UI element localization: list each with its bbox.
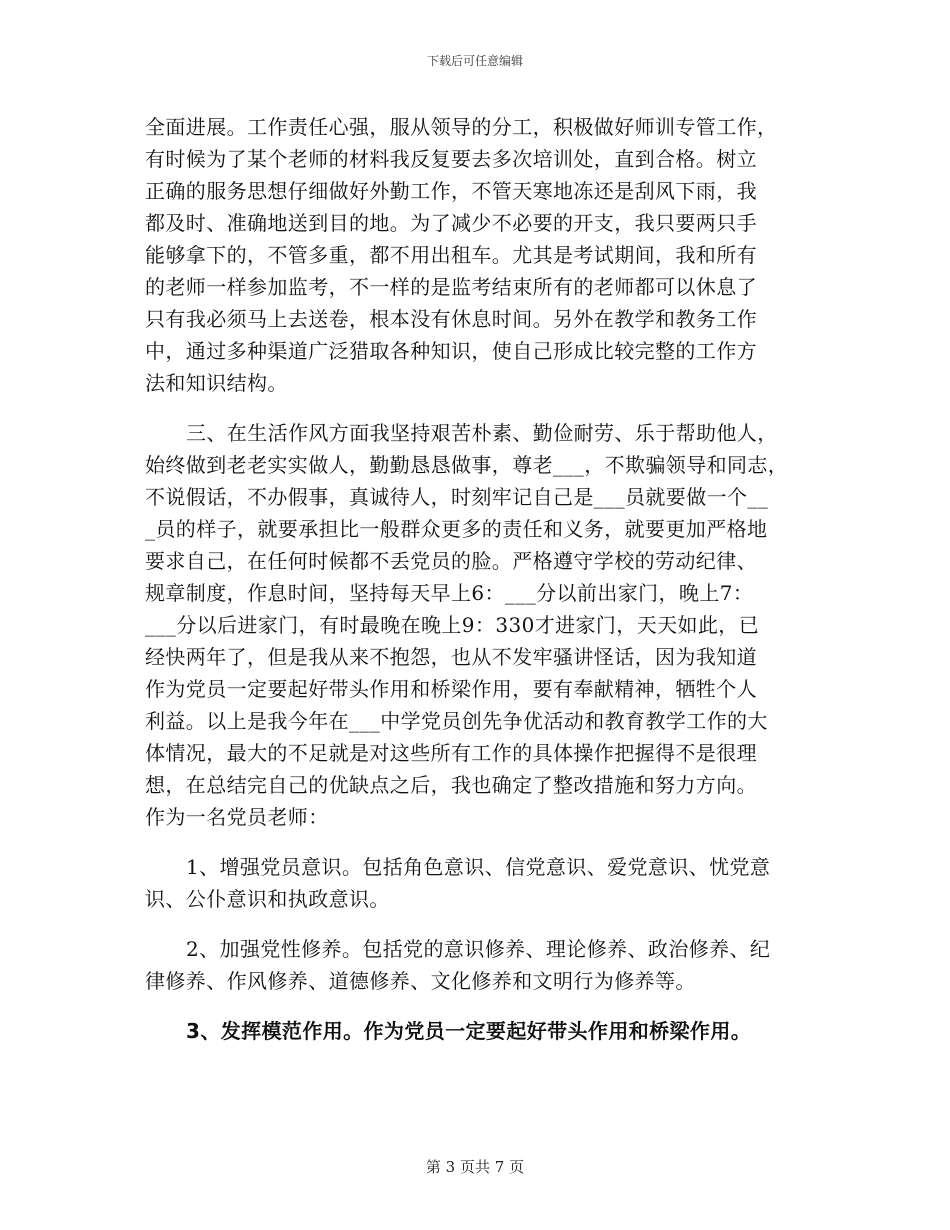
text-line: 想，在总结完自己的优缺点之后，我也确定了整改措施和努力方向。 bbox=[145, 773, 757, 797]
text-line: 1、增强党员意识。包括角色意识、信党意识、爱党意识、忧党意 bbox=[186, 855, 771, 879]
text-line: 只有我必须马上去送卷，根本没有休息时间。另外在教学和教务工作 bbox=[145, 307, 757, 331]
page-number: 第 3 页共 7 页 bbox=[425, 1158, 525, 1176]
text-line: 识、公仆意识和执政意识。 bbox=[145, 887, 390, 911]
document-body bbox=[145, 111, 817, 1047]
text-line: 三、在生活作风方面我坚持艰苦朴素、勤俭耐劳、乐于帮助他人， bbox=[186, 421, 778, 445]
text-line: 的老师一样参加监考，不一样的是监考结束所有的老师都可以休息了 bbox=[145, 275, 757, 299]
text-line: 规章制度，作息时间，坚持每天早上6：___分以前出家门，晚上7： bbox=[145, 581, 754, 605]
list-item-party-cultivation bbox=[145, 933, 817, 997]
page-header: 下载后可任意编辑 bbox=[426, 54, 523, 68]
text-line: 作为一名党员老师： bbox=[145, 805, 329, 829]
text-line: 正确的服务思想仔细做好外勤工作，不管天寒地冻还是刮风下雨，我 bbox=[145, 179, 757, 203]
text-line: 中，通过多种渠道广泛猎取各种知识，使自己形成比较完整的工作方 bbox=[145, 339, 757, 363]
text-line: 始终做到老老实实做人，勤勤恳恳做事，尊老___，不欺骗领导和同志， bbox=[145, 453, 789, 477]
text-line: 经快两年了，但是我从来不抱怨，也从不发牢骚讲怪话，因为我知道 bbox=[145, 645, 757, 669]
text-line: 3、发挥模范作用。作为党员一定要起好带头作用和桥梁作用。 bbox=[186, 1019, 752, 1043]
text-line: 都及时、准确地送到目的地。为了减少不必要的开支，我只要两只手 bbox=[145, 211, 757, 235]
text-line: 法和知识结构。 bbox=[145, 371, 288, 395]
text-line: 利益。以上是我今年在___中学党员创先争优活动和教育教学工作的大 bbox=[145, 709, 768, 733]
text-line: 全面进展。工作责任心强，服从领导的分工，积极做好师训专管工作， bbox=[145, 115, 778, 139]
paragraph-work-progress bbox=[145, 111, 817, 399]
text-line: 律修养、作风修养、道德修养、文化修养和文明行为修养等。 bbox=[145, 969, 696, 993]
paragraph-life-style bbox=[145, 417, 817, 833]
text-line: 有时候为了某个老师的材料我反复要去多次培训处，直到合格。树立 bbox=[145, 147, 757, 171]
text-line: 2、加强党性修养。包括党的意识修养、理论修养、政治修养、纪 bbox=[186, 937, 771, 961]
list-item-model-role bbox=[145, 1015, 817, 1047]
text-line: 体情况，最大的不足就是对这些所有工作的具体操作把握得不是很理 bbox=[145, 741, 757, 765]
list-item-party-awareness bbox=[145, 851, 817, 915]
text-line: 能够拿下的，不管多重，都不用出租车。尤其是考试期间，我和所有 bbox=[145, 243, 757, 267]
text-line: 要求自己，在任何时候都不丢党员的脸。严格遵守学校的劳动纪律、 bbox=[145, 549, 757, 573]
text-line: 不说假话，不办假事，真诚待人，时刻牢记自己是___员就要做一个__ bbox=[145, 485, 769, 509]
text-line: ___分以后进家门，有时最晚在晚上9：330才进家门，天天如此，已 bbox=[145, 613, 760, 637]
text-line: _员的样子，就要承担比一般群众更多的责任和义务，就要更加严格地 bbox=[145, 517, 768, 541]
text-line: 作为党员一定要起好带头作用和桥梁作用，要有奉献精神，牺牲个人 bbox=[145, 677, 757, 701]
